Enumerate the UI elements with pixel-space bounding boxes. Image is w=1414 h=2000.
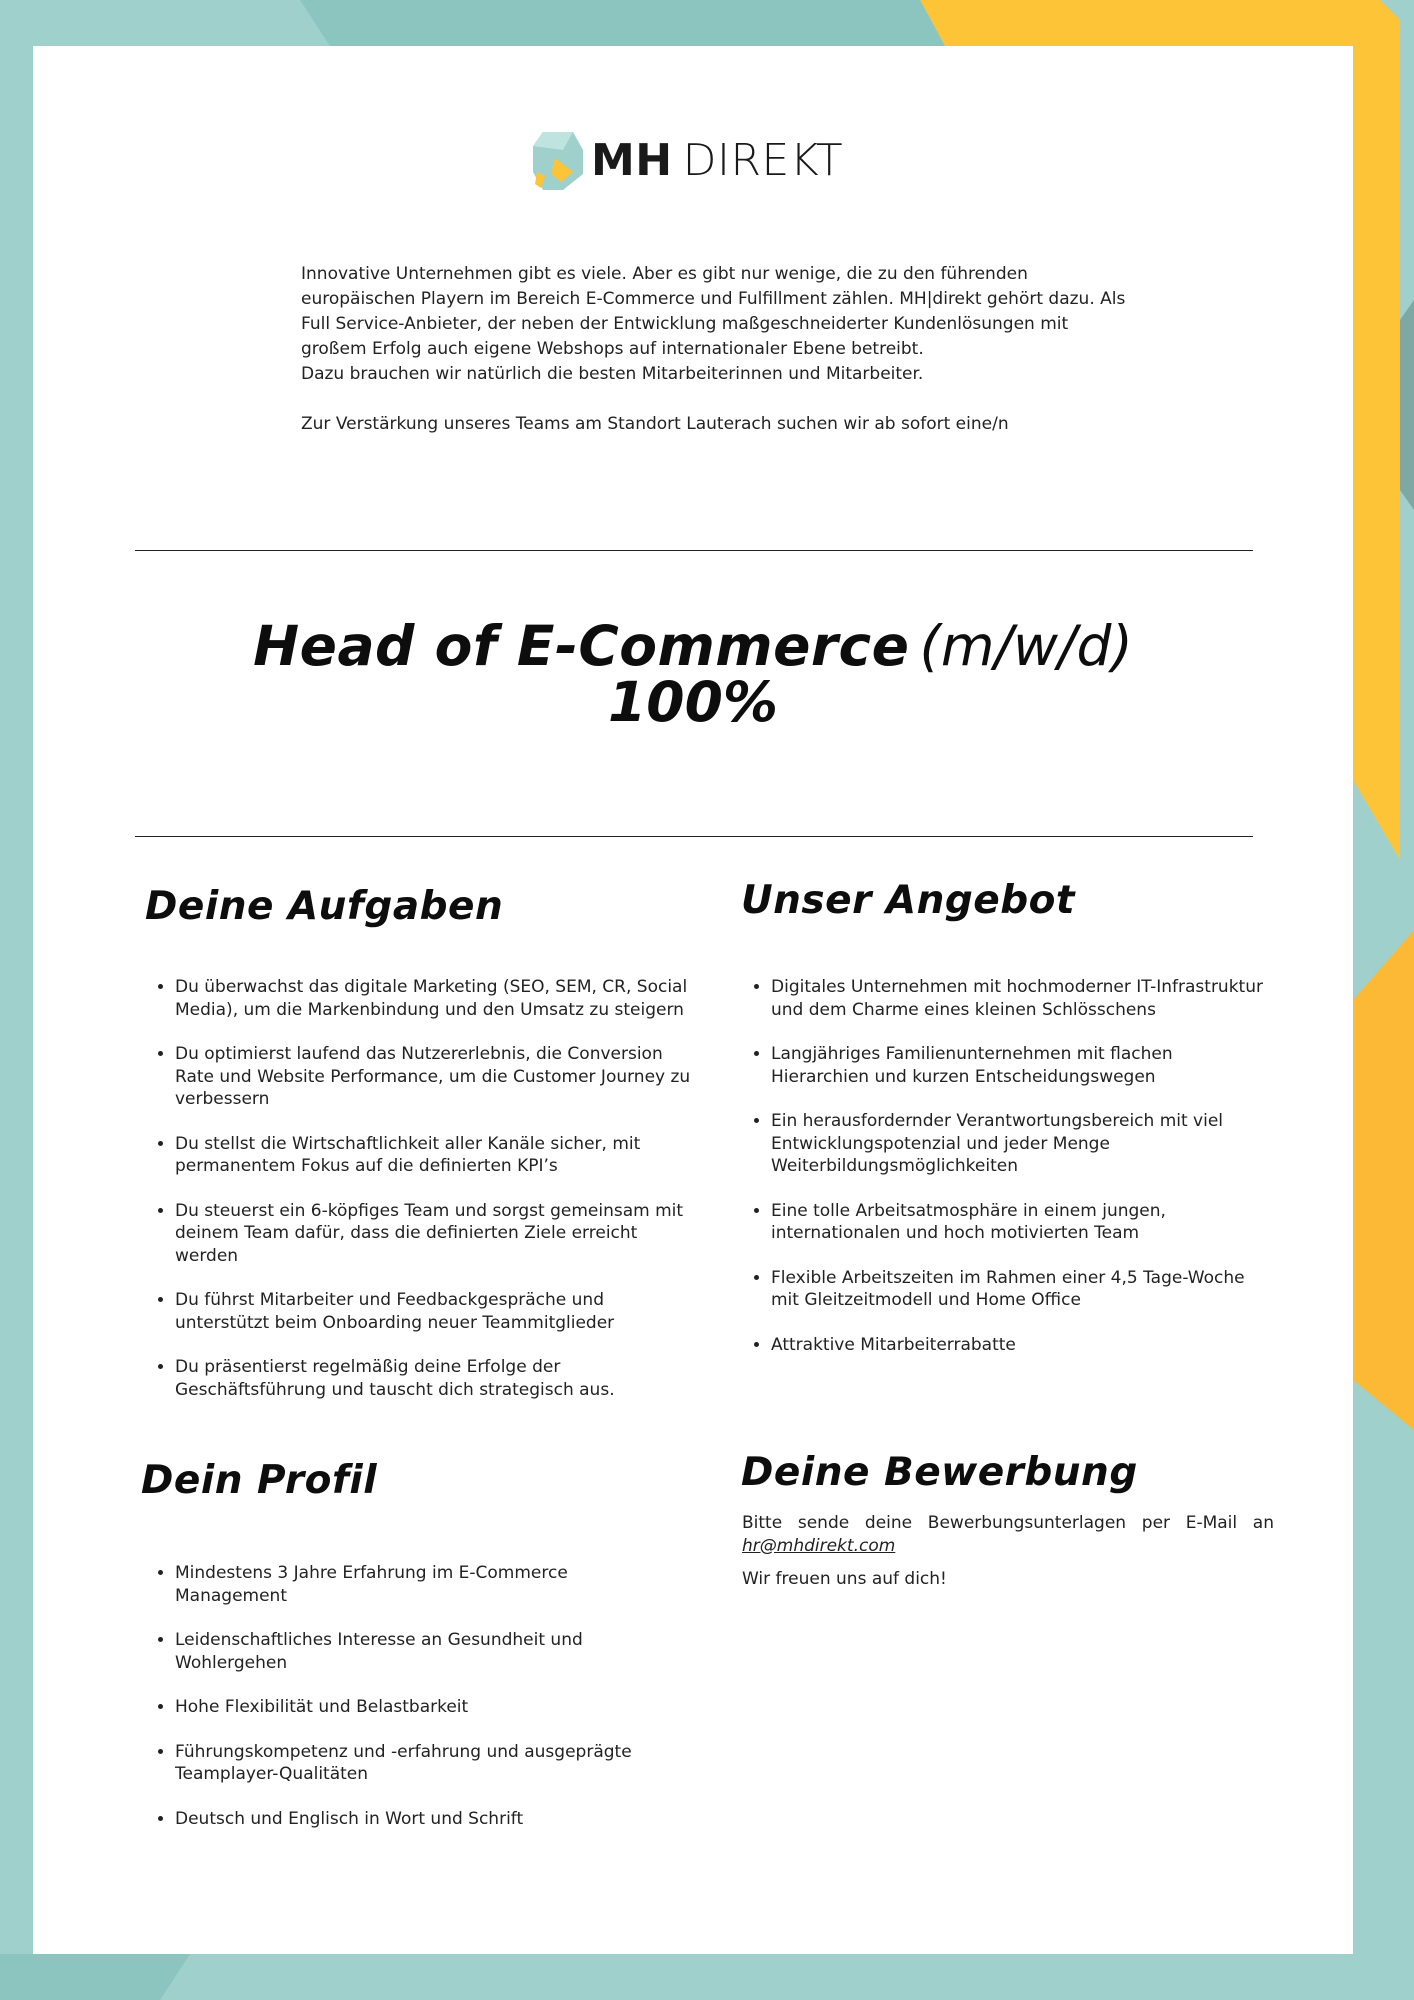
list-item: • Eine tolle Arbeitsatmosphäre in einem jungen, internationalen und hoch motivierten Team <box>771 1200 1271 1245</box>
list-item: • Du führst Mitarbeiter und Feedbackgespräche und unterstützt beim Onboarding neuer Teammitglieder <box>175 1289 703 1334</box>
job-title-gender: (m/w/d) <box>919 614 1133 678</box>
email-link[interactable]: hr@mhdirekt.com <box>742 1535 896 1556</box>
offer-list <box>741 976 1271 1378</box>
list-item: • Attraktive Mitarbeiterrabatte <box>771 1334 1271 1357</box>
list-item: • Mindestens 3 Jahre Erfahrung im E-Commerce Management <box>175 1562 675 1607</box>
job-title <box>33 614 1353 734</box>
application-text-line: Bitte sende deine Bewerbungsunterlagen per E-Mail an <box>742 1513 1274 1533</box>
profile-list <box>145 1562 675 1852</box>
application-text <box>742 1512 1274 1591</box>
list-item: • Du steuerst ein 6-köpfiges Team und sorgst gemeinsam mit deinem Team dafür, dass die definierten Ziele erreicht werden <box>175 1200 703 1268</box>
logo-wordmark <box>591 135 844 186</box>
tasks-heading: Deine Aufgaben <box>145 884 504 929</box>
offer-heading: Unser Angebot <box>741 878 1076 923</box>
intro-line-2: Dazu brauchen wir natürlich die besten Mitarbeiterinnen und Mitarbeiter. <box>301 364 924 384</box>
divider-top <box>135 550 1253 551</box>
application-instructions <box>742 1512 1274 1557</box>
list-item: • Du optimierst laufend das Nutzererlebnis, die Conversion Rate und Website Performance, um die Customer Journey zu verbessern <box>175 1043 703 1111</box>
logo-cube-icon <box>533 132 583 190</box>
job-title-name: Head of E-Commerce <box>253 614 910 678</box>
list-item: • Du stellst die Wirtschaftlichkeit aller Kanäle sicher, mit permanentem Fokus auf die definierten KPI’s <box>175 1133 703 1178</box>
intro-paragraph: Innovative Unternehmen gibt es viele. Aber es gibt nur wenige, die zu den führenden europäischen Playern im Bereich E-Commerce und Fulfillment zählen. MH|direkt gehört dazu. Als Full Service-Anbieter, der neben der Entwicklung maßgeschneiderter Kundenlösungen mit großem Erfolg auch eigene Webshops auf internationaler Ebene betreibt. <box>301 264 1126 359</box>
list-item: • Du präsentierst regelmäßig deine Erfolge der Geschäftsführung und tauscht dich strategisch aus. <box>175 1356 703 1401</box>
intro-text <box>301 262 1131 437</box>
list-item: • Langjähriges Familienunternehmen mit flachen Hierarchien und kurzen Entscheidungswegen <box>771 1043 1271 1088</box>
company-logo <box>533 132 843 190</box>
list-item: • Flexible Arbeitszeiten im Rahmen einer 4,5 Tage-Woche mit Gleitzeitmodell und Home Office <box>771 1267 1271 1312</box>
list-item: • Du überwachst das digitale Marketing (SEO, SEM, CR, Social Media), um die Markenbindung und den Umsatz zu steigern <box>175 976 703 1021</box>
tasks-list <box>145 976 703 1423</box>
job-workload: 100% <box>608 670 778 734</box>
application-heading: Deine Bewerbung <box>741 1450 1138 1495</box>
list-item: • Digitales Unternehmen mit hochmoderner IT-Infrastruktur und dem Charme eines kleinen Schlösschens <box>771 976 1271 1021</box>
list-item: • Hohe Flexibilität und Belastbarkeit <box>175 1696 675 1719</box>
list-item: • Ein herausfordernder Verantwortungsbereich mit viel Entwicklungspotenzial und jeder Menge Weiterbildungsmöglichkeiten <box>771 1110 1271 1178</box>
logo-direkt: DIREKT <box>682 135 844 186</box>
list-item: • Deutsch und Englisch in Wort und Schrift <box>175 1808 675 1831</box>
profile-heading: Dein Profil <box>141 1458 378 1503</box>
intro-line-3: Zur Verstärkung unseres Teams am Standort Lauterach suchen wir ab sofort eine/n <box>301 414 1009 434</box>
job-posting-sheet <box>33 46 1353 1954</box>
application-closing: Wir freuen uns auf dich! <box>742 1569 947 1589</box>
list-item: • Leidenschaftliches Interesse an Gesundheit und Wohlergehen <box>175 1629 675 1674</box>
logo-mh: MH <box>591 135 673 186</box>
list-item: • Führungskompetenz und -erfahrung und ausgeprägte Teamplayer-Qualitäten <box>175 1741 675 1786</box>
divider-bottom <box>135 836 1253 837</box>
